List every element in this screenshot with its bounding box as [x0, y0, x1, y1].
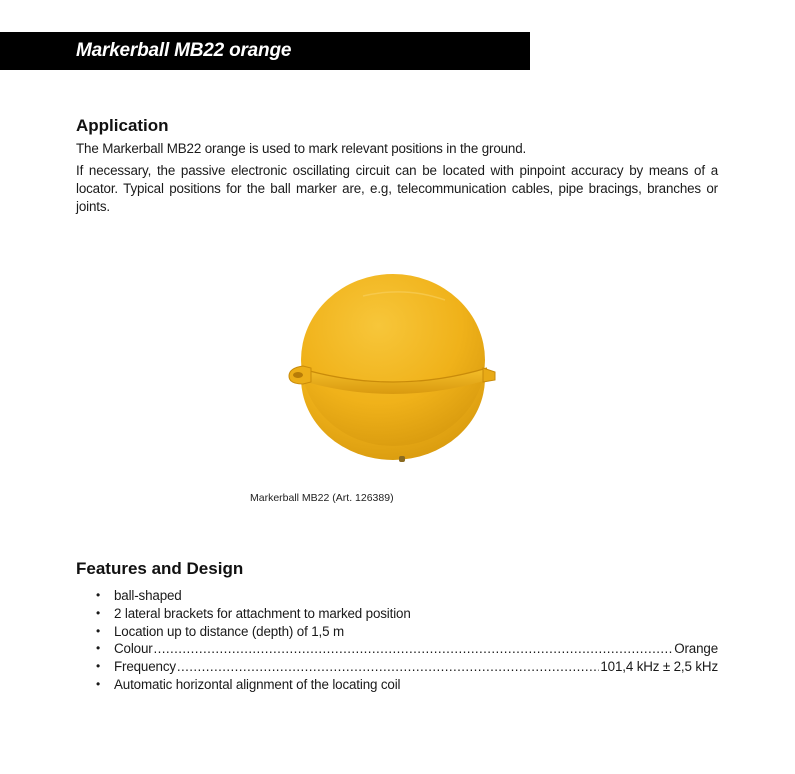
features-list [76, 587, 718, 694]
colour-label: Colour [114, 641, 153, 657]
features-section [76, 559, 718, 694]
frequency-label: Frequency [114, 659, 176, 675]
list-item [76, 623, 718, 641]
markerball-illustration [285, 268, 500, 468]
ball-upper-half [301, 274, 485, 446]
feature-text: ball-shaped [114, 588, 182, 603]
application-heading: Application [76, 116, 169, 135]
title-bar [0, 32, 530, 70]
bullet-icon: • [96, 659, 101, 674]
list-item [76, 658, 718, 676]
list-item [76, 587, 718, 605]
bullet-icon: • [96, 623, 101, 638]
frequency-row [114, 658, 718, 676]
list-item [76, 605, 718, 623]
bullet-icon: • [96, 676, 101, 691]
dot-leader [154, 640, 674, 658]
bullet-icon: • [96, 588, 101, 602]
feature-text: Automatic horizontal alignment of the locating coil [114, 676, 401, 692]
bullet-icon: • [96, 605, 101, 620]
page-title: Markerball MB22 orange [76, 40, 292, 61]
list-item [76, 676, 718, 694]
list-item [76, 640, 718, 658]
frequency-value: 101,4 kHz ± 2,5 kHz [600, 659, 718, 675]
feature-text: Location up to distance (depth) of 1,5 m [114, 623, 344, 639]
feature-text: 2 lateral brackets for attachment to marked position [114, 605, 411, 621]
features-heading: Features and Design [76, 559, 244, 578]
figure-caption: Markerball MB22 (Art. 126389) [250, 492, 394, 504]
markerball-image [285, 268, 500, 468]
application-paragraph-2: If necessary, the passive electronic oscillating circuit can be located with pinpoint accuracy by means of a locator. Typical positions for the ball marker are, e.g, telecommunication cables, pipe bracings, branches or joints. [76, 163, 718, 214]
bullet-icon: • [96, 641, 101, 656]
colour-value: Orange [674, 641, 718, 657]
application-section [76, 116, 718, 220]
application-paragraph-1: The Markerball MB22 orange is used to mark relevant positions in the ground. [76, 141, 527, 156]
colour-row [114, 640, 718, 658]
dot-leader [177, 658, 599, 676]
